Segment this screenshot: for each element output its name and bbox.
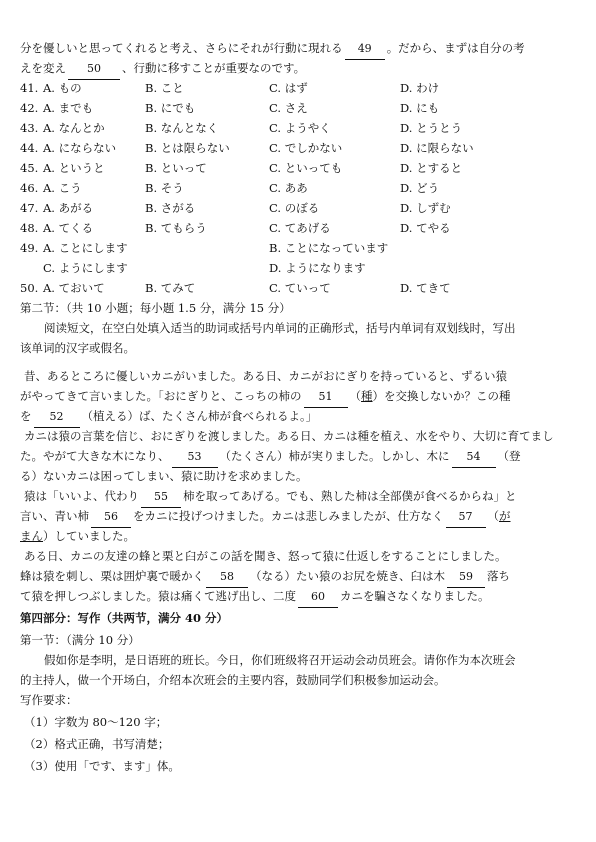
intro-text: 、行動に移すことが重要なのです。 <box>122 61 306 75</box>
blank-51: 51 <box>304 387 348 408</box>
story-p4-line1: ある日、カニの友達の蜂と栗と臼がこの話を聞き、怒って猿に仕返しをすることにしました。 <box>24 549 507 563</box>
option-a: A. までも <box>43 101 94 115</box>
story-p1-line1: 昔、あるところに優しいカニがいました。ある日、カニがおにぎりを持っていると、ずるい猿 <box>24 369 507 383</box>
question-row <box>20 198 580 218</box>
story-text: （植える）ば、たくさん柿が食べられるよ。」 <box>81 409 318 423</box>
story-text: カニを騙さなくなりました。 <box>340 589 490 603</box>
option-c: C. のぼる <box>269 201 320 215</box>
section-2-instructions-2: 该单词的汉字或假名。 <box>20 341 135 355</box>
option-c: C. はず <box>269 81 308 95</box>
option-a: A. てくる <box>43 221 94 235</box>
story-p2-line3: る）ないカニは困ってしまい、猿に助けを求めました。 <box>20 469 308 483</box>
option-d: D. どう <box>400 181 440 195</box>
blank-60: 60 <box>298 587 338 608</box>
section-2-heading: 第二节：（共 10 小题；每小题 1.5 分，满分 15 分） <box>20 301 291 315</box>
question-number: 44. <box>20 141 39 155</box>
option-d: D. しずむ <box>400 201 451 215</box>
double-underlined-word: が <box>499 509 511 523</box>
story-text: た。やがて大きな木になり、 <box>20 449 170 463</box>
story-text: ）していました。 <box>43 529 135 543</box>
option-d: D. てきて <box>400 281 451 295</box>
story-text: がやってきて言いました。「おにぎりと、こっちの柿の <box>20 389 302 403</box>
story-text: をカニに投げつけました。カニは悲しみましたが、仕方なく <box>133 509 444 523</box>
blank-49: 49 <box>345 39 385 60</box>
question-50-row <box>20 278 580 298</box>
story-p3-line1 <box>24 486 580 506</box>
question-row <box>20 178 580 198</box>
option-a: A. にならない <box>43 141 117 155</box>
question-row <box>20 158 580 178</box>
story-text: （たくさん）柿が実りました。しかし、木に <box>219 449 450 463</box>
part-4-section-1: 第一节：（满分 10 分） <box>20 633 140 647</box>
question-49-row-2 <box>20 258 580 278</box>
option-a: A. あがる <box>43 201 94 215</box>
option-b: B. ことになっています <box>269 241 389 255</box>
question-number: 42. <box>20 101 39 115</box>
question-number: 48. <box>20 221 39 235</box>
story-p4-line3 <box>20 586 580 606</box>
question-number: 47. <box>20 201 39 215</box>
intro-text: えを変え <box>20 61 66 75</box>
question-row <box>20 98 580 118</box>
blank-56: 56 <box>91 507 131 528</box>
question-49-row-1 <box>20 238 580 258</box>
option-c: C. ようやく <box>269 121 331 135</box>
part-4-heading: 第四部分：写作（共两节，满分 40 分） <box>20 611 229 625</box>
option-b: B. といって <box>145 161 207 175</box>
question-number: 49. <box>20 241 39 255</box>
intro-line-1 <box>20 38 580 58</box>
option-a: A. ことにします <box>43 241 128 255</box>
story-text: 柿を取ってあげる。でも、熟した柿は全部僕が食べるからね」と <box>183 489 517 503</box>
requirements-title: 写作要求： <box>20 693 78 707</box>
option-b: B. にでも <box>145 101 196 115</box>
story-text: ）を交換しないか？この種 <box>372 389 511 403</box>
option-a: A. もの <box>43 81 82 95</box>
story-p3-line3 <box>20 526 580 546</box>
question-number: 46. <box>20 181 39 195</box>
section-2-instructions: 阅读短文，在空白处填入适当的助词或括号内单词的正确形式，括号内单词有双划线时，写出 <box>44 321 516 335</box>
option-b: B. こと <box>145 81 184 95</box>
story-p4-line2 <box>20 566 580 586</box>
blank-57: 57 <box>446 507 486 528</box>
story-p2-line2 <box>20 446 580 466</box>
option-d: D. とうとう <box>400 121 463 135</box>
blank-50: 50 <box>68 59 120 80</box>
story-p1-line3 <box>20 406 580 426</box>
option-d: D. に限らない <box>400 141 474 155</box>
blank-52: 52 <box>34 407 80 428</box>
story-text: 猿は「いいよ、代わり <box>24 489 139 503</box>
option-d: D. にも <box>400 101 440 115</box>
option-c: C. といっても <box>269 161 343 175</box>
blank-53: 53 <box>172 447 218 468</box>
option-b: B. さがる <box>145 201 196 215</box>
option-b: B. そう <box>145 181 184 195</box>
story-text: （登 <box>497 449 521 463</box>
option-c: C. でしかない <box>269 141 343 155</box>
question-row <box>20 118 580 138</box>
option-a: A. こう <box>43 181 82 195</box>
writing-prompt-2: 的主持人，做一个开场白，介绍本次班会的主要内容，鼓励同学们积极参加运动会。 <box>20 673 446 687</box>
intro-text: 。だから、まずは自分の考 <box>386 41 525 55</box>
story-text: て猿を押しつぶしました。猿は痛くて逃げ出し、二度 <box>20 589 296 603</box>
story-p3-line2 <box>20 506 580 526</box>
option-c: C. ていって <box>269 281 331 295</box>
option-d: D. とすると <box>400 161 463 175</box>
requirement-1: （1）字数为 80～120 字； <box>24 715 168 729</box>
question-number: 45. <box>20 161 39 175</box>
option-b: B. てみて <box>145 281 196 295</box>
option-d: D. わけ <box>400 81 440 95</box>
option-b: B. とは限らない <box>145 141 230 155</box>
option-d: D. てやる <box>400 221 451 235</box>
blank-59: 59 <box>447 567 485 588</box>
double-underlined-word: 種 <box>361 389 373 403</box>
question-number: 43. <box>20 121 39 135</box>
option-b: B. てもらう <box>145 221 207 235</box>
intro-text: 分を優しいと思ってくれると考え、さらにそれが行動に現れる <box>20 41 343 55</box>
story-text: （なる）たい猿のお尻を焼き、臼は木 <box>250 569 446 583</box>
story-text: （ <box>349 389 362 403</box>
writing-prompt-1: 假如你是李明，是日语班的班长。今日，你们班级将召开运动会动员班会。请你作为本次班会 <box>44 653 516 667</box>
option-b: B. なんとなく <box>145 121 219 135</box>
intro-line-2 <box>20 58 580 78</box>
question-row <box>20 138 580 158</box>
story-p1-line2 <box>20 386 580 406</box>
story-text: 落ち <box>487 569 511 583</box>
story-text: （ <box>487 509 499 523</box>
option-c: C. てあげる <box>269 221 331 235</box>
double-underlined-word: まん <box>20 529 43 543</box>
option-d: D. ようになります <box>269 261 366 275</box>
question-number: 41. <box>20 81 39 95</box>
option-c: C. ようにします <box>43 261 128 275</box>
story-text: 言い、青い柿 <box>20 509 89 523</box>
requirement-2: （2）格式正确，书写清楚； <box>24 737 170 751</box>
option-a: A. なんとか <box>43 121 105 135</box>
question-row <box>20 218 580 238</box>
blank-54: 54 <box>452 447 496 468</box>
option-a: A. というと <box>43 161 105 175</box>
option-c: C. ああ <box>269 181 308 195</box>
story-text: を <box>20 409 32 423</box>
option-a: A. ておいて <box>43 281 105 295</box>
story-text: 蜂は猿を刺し、栗は囲炉裏で暖かく <box>20 569 204 583</box>
question-row <box>20 78 580 98</box>
question-number: 50. <box>20 281 39 295</box>
requirement-3: （3）使用「です、ます」体。 <box>24 759 180 773</box>
option-c: C. さえ <box>269 101 308 115</box>
blank-55: 55 <box>141 487 181 508</box>
story-p2-line1: カニは猿の言葉を信じ、おにぎりを渡しました。ある日、カニは種を植え、水をやり、大切に育てまし <box>24 429 554 443</box>
blank-58: 58 <box>206 567 248 588</box>
